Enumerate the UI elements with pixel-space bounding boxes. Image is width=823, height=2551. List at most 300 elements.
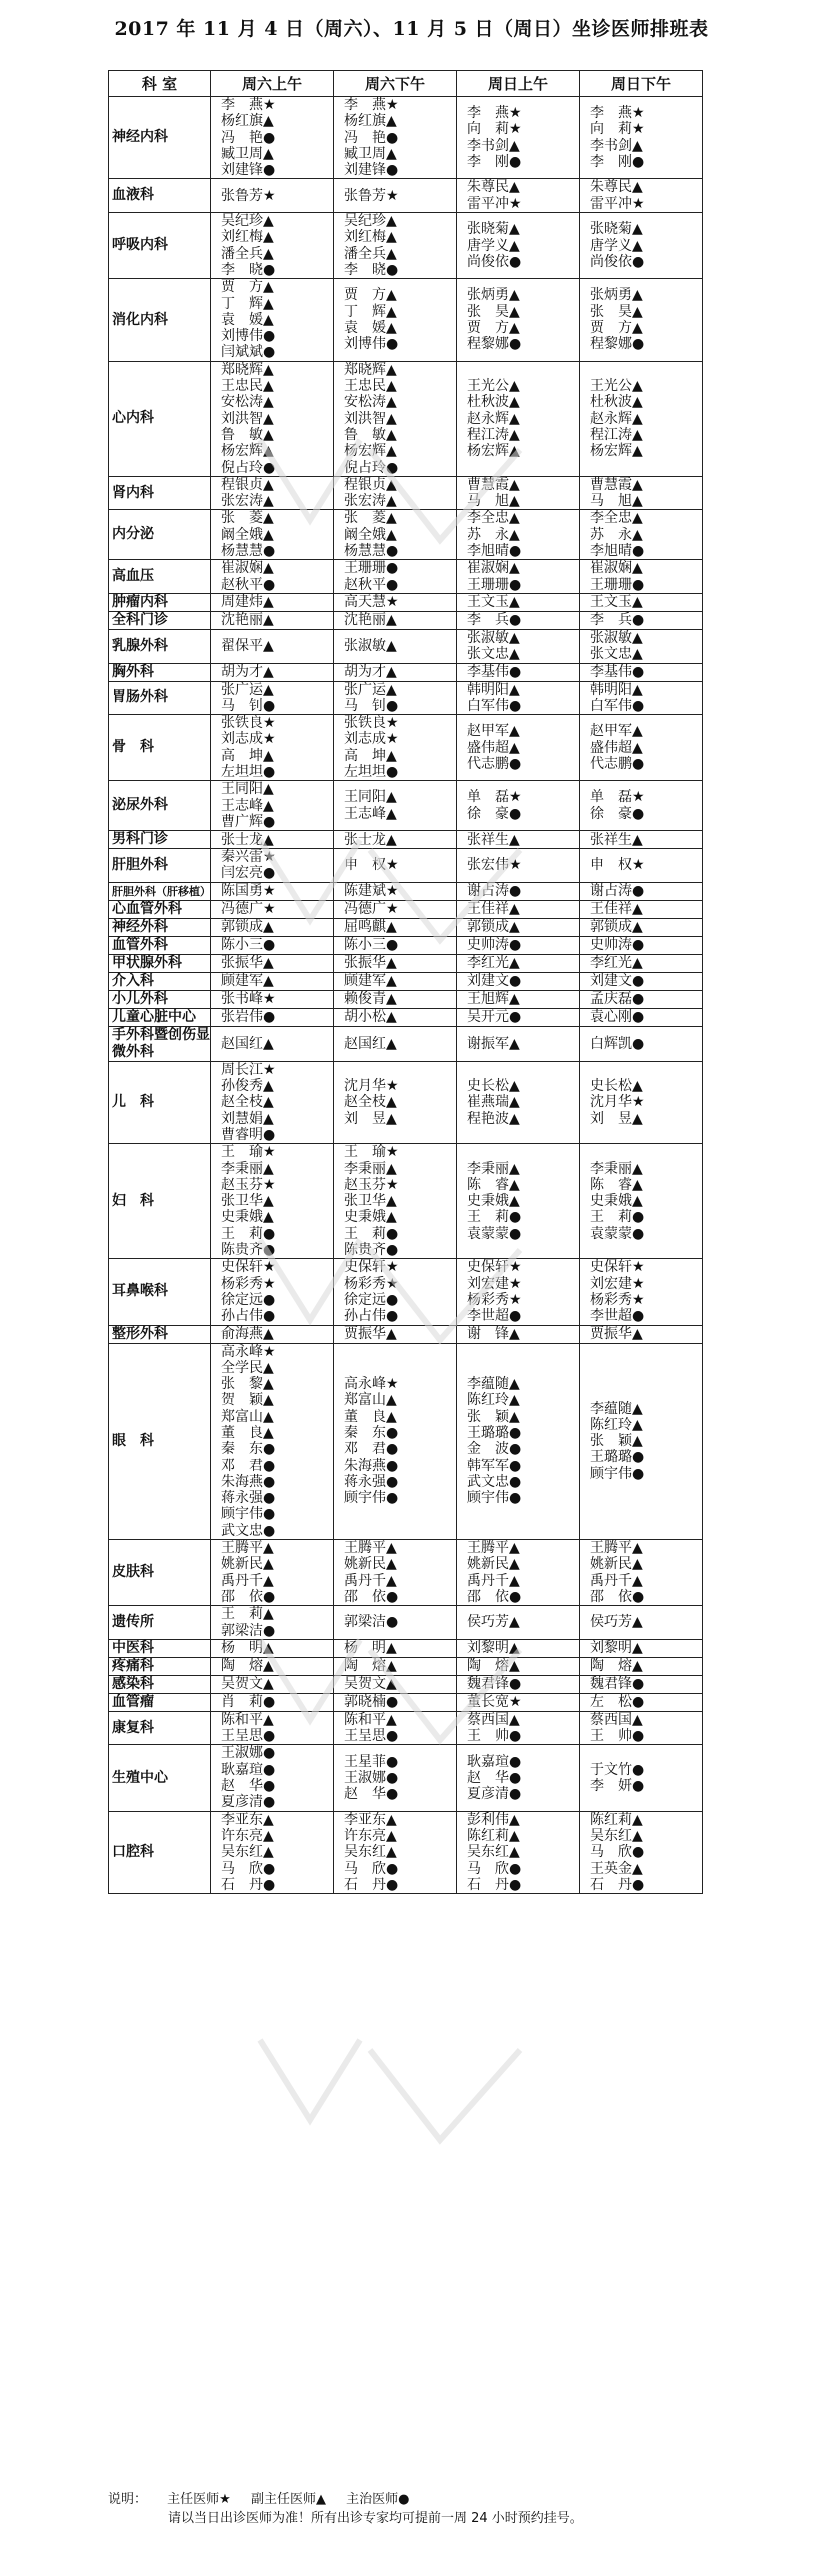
- department-name: 血液科: [109, 179, 211, 213]
- doctor-entry: 张炳勇▲: [467, 287, 520, 304]
- doctor-entry: 邵 依●: [467, 1588, 522, 1605]
- doctor-entry: 李蕴随▲: [467, 1376, 520, 1393]
- department-name: 肝胆外科（肝移植）: [109, 882, 211, 900]
- doctor-entry: 刘博伟●: [221, 328, 276, 345]
- doctor-entry: 史保轩★: [467, 1259, 522, 1276]
- doctor-entry: 郭梁洁●: [344, 1614, 399, 1631]
- doctor-entry: 赵甲军▲: [467, 723, 520, 740]
- schedule-row: [109, 936, 703, 954]
- doctor-entry: 史保轩★: [344, 1259, 399, 1276]
- doctor-entry: 秦 东●: [344, 1425, 399, 1441]
- doctor-entry: 张铁良★: [221, 715, 276, 732]
- schedule-row: [109, 1693, 703, 1711]
- doctor-entry: 刘建锋●: [221, 162, 276, 179]
- slot-sat-am: [211, 629, 334, 663]
- schedule-row: [109, 1325, 703, 1343]
- slot-sat-pm: [334, 1811, 457, 1893]
- doctor-entry: 许东亮▲: [344, 1827, 397, 1844]
- slot-sat-pm: [334, 936, 457, 954]
- doctor-entry: 李 燕★: [221, 97, 276, 113]
- slot-sat-pm: [334, 510, 457, 560]
- doctor-entry: 谢振军▲: [467, 1035, 520, 1052]
- slot-sat-pm: [334, 361, 457, 476]
- doctor-entry: 徐 豪●: [467, 805, 522, 822]
- slot-sun-am: [457, 831, 580, 849]
- doctor-entry: 邓 君●: [221, 1457, 276, 1474]
- doctor-entry: 张炳勇▲: [590, 287, 643, 304]
- schedule-row: [109, 781, 703, 831]
- doctor-entry: 王 莉●: [344, 1225, 399, 1242]
- doctor-entry: 陈红玲▲: [590, 1416, 643, 1433]
- doctor-entry: 谢占涛●: [590, 883, 645, 900]
- schedule-row: [109, 476, 703, 510]
- doctor-entry: 王 莉●: [467, 1209, 522, 1226]
- doctor-entry: 郭锁成▲: [221, 919, 274, 936]
- slot-sun-pm: [580, 629, 703, 663]
- department-name: 中医科: [109, 1639, 211, 1657]
- doctor-entry: 石 丹●: [590, 1876, 645, 1893]
- doctor-entry: 张广运▲: [344, 681, 397, 698]
- slot-sat-am: [211, 1008, 334, 1026]
- doctor-entry: 韩明阳▲: [467, 681, 520, 698]
- doctor-entry: 王 帅●: [467, 1728, 522, 1745]
- department-name: 内分泌: [109, 510, 211, 560]
- department-name: 胃肠外科: [109, 681, 211, 715]
- slot-sat-am: [211, 510, 334, 560]
- doctor-entry: 李秉丽▲: [467, 1160, 520, 1177]
- schedule-row: [109, 179, 703, 213]
- slot-sun-pm: [580, 1540, 703, 1606]
- doctor-entry: 杨宏辉▲: [467, 443, 520, 460]
- slot-sat-pm: [334, 1711, 457, 1745]
- department-name: 消化内科: [109, 279, 211, 361]
- doctor-entry: 贾 方▲: [590, 320, 643, 336]
- schedule-row: [109, 510, 703, 560]
- doctor-entry: 刘志成★: [344, 731, 399, 748]
- doctor-entry: 崔淑娴▲: [590, 560, 643, 577]
- slot-sat-pm: [334, 1008, 457, 1026]
- doctor-entry: 耿嘉瑄●: [221, 1761, 276, 1778]
- slot-sat-am: [211, 476, 334, 510]
- doctor-entry: 杜秋波▲: [467, 394, 520, 411]
- slot-sun-am: [457, 510, 580, 560]
- slot-sun-pm: [580, 781, 703, 831]
- doctor-entry: 刘志成★: [221, 731, 276, 748]
- doctor-entry: 张淑敏▲: [467, 629, 520, 646]
- doctor-entry: 马 欣●: [590, 1844, 645, 1861]
- doctor-entry: 马 欣●: [467, 1860, 522, 1877]
- doctor-entry: 李亚东▲: [221, 1811, 274, 1828]
- doctor-entry: 陈和平▲: [344, 1711, 397, 1728]
- schedule-row: [109, 1343, 703, 1540]
- slot-sun-am: [457, 1144, 580, 1259]
- doctor-entry: 吴东红▲: [467, 1844, 520, 1861]
- doctor-entry: 张 菱▲: [344, 510, 397, 527]
- doctor-entry: 高 坤▲: [221, 747, 274, 764]
- legend-chief: 主任医师★: [167, 2492, 231, 2507]
- slot-sat-pm: [334, 849, 457, 883]
- doctor-entry: 马 旭▲: [590, 493, 643, 510]
- doctor-entry: 赵 华●: [467, 1769, 522, 1786]
- doctor-entry: 陈和平▲: [221, 1711, 274, 1728]
- doctor-entry: 左坦坦●: [344, 763, 399, 780]
- doctor-entry: 白辉凯●: [590, 1035, 645, 1052]
- slot-sat-am: [211, 1144, 334, 1259]
- doctor-entry: 史帅涛●: [590, 937, 645, 954]
- doctor-entry: 李 刚●: [590, 154, 645, 171]
- doctor-entry: 彭利伟▲: [467, 1811, 520, 1828]
- doctor-entry: 顾宇伟●: [344, 1490, 399, 1507]
- doctor-entry: 韩明阳▲: [590, 681, 643, 698]
- slot-sun-pm: [580, 510, 703, 560]
- doctor-entry: 李基伟●: [590, 663, 645, 680]
- doctor-entry: 史保轩★: [221, 1259, 276, 1276]
- doctor-entry: 张淑敏▲: [344, 638, 397, 655]
- slot-sat-am: [211, 918, 334, 936]
- doctor-entry: 安松涛▲: [221, 394, 274, 411]
- doctor-entry: 全学民▲: [221, 1359, 274, 1376]
- slot-sat-pm: [334, 1540, 457, 1606]
- slot-sun-pm: [580, 1693, 703, 1711]
- doctor-entry: 尚俊依●: [590, 253, 645, 270]
- schedule-row: [109, 593, 703, 611]
- slot-sun-pm: [580, 361, 703, 476]
- doctor-entry: 朱海燕●: [344, 1457, 399, 1474]
- doctor-entry: 向 莉★: [467, 121, 522, 138]
- doctor-entry: 李书剑▲: [467, 137, 520, 154]
- doctor-entry: 秦兴雷★: [221, 849, 276, 866]
- doctor-entry: 臧卫周▲: [221, 145, 274, 162]
- slot-sat-am: [211, 1675, 334, 1693]
- doctor-entry: 李蕴随▲: [590, 1400, 643, 1417]
- doctor-entry: 安松涛▲: [344, 394, 397, 411]
- page-title: 2017 年 11 月 4 日（周六）、11 月 5 日（周日）坐诊医师排班表: [114, 18, 709, 40]
- department-name: 疼痛科: [109, 1657, 211, 1675]
- doctor-entry: 刘建锋●: [344, 162, 399, 179]
- doctor-entry: 朱尊民▲: [590, 179, 643, 196]
- department-name: 神经外科: [109, 918, 211, 936]
- schedule-row: [109, 831, 703, 849]
- slot-sun-pm: [580, 918, 703, 936]
- slot-sun-am: [457, 1325, 580, 1343]
- slot-sat-pm: [334, 918, 457, 936]
- schedule-row: [109, 1639, 703, 1657]
- doctor-entry: 贺 颖▲: [221, 1392, 274, 1409]
- schedule-row: [109, 611, 703, 629]
- doctor-entry: 耿嘉瑄●: [467, 1753, 522, 1770]
- slot-sun-am: [457, 593, 580, 611]
- doctor-entry: 李基伟●: [467, 663, 522, 680]
- doctor-entry: 夏彦清●: [221, 1794, 276, 1811]
- doctor-entry: 朱海燕●: [221, 1473, 276, 1490]
- doctor-entry: 周长江★: [221, 1061, 276, 1078]
- doctor-entry: 李旭晴●: [467, 543, 522, 560]
- department-name: 耳鼻喉科: [109, 1259, 211, 1325]
- doctor-entry: 杨红旗▲: [221, 113, 274, 130]
- doctor-entry: 程黎娜●: [467, 336, 522, 353]
- slot-sat-pm: [334, 1657, 457, 1675]
- slot-sun-pm: [580, 1639, 703, 1657]
- slot-sat-am: [211, 849, 334, 883]
- slot-sat-pm: [334, 611, 457, 629]
- doctor-entry: 马 欣●: [344, 1860, 399, 1877]
- schedule-row: [109, 1675, 703, 1693]
- slot-sun-am: [457, 1745, 580, 1811]
- slot-sun-pm: [580, 1325, 703, 1343]
- doctor-entry: 吴贺文▲: [221, 1676, 274, 1693]
- slot-sat-pm: [334, 882, 457, 900]
- doctor-entry: 金 波●: [467, 1441, 522, 1458]
- doctor-entry: 胡为才▲: [344, 663, 397, 680]
- slot-sun-am: [457, 681, 580, 715]
- doctor-entry: 陈小三●: [344, 937, 399, 954]
- doctor-entry: 陶 熔▲: [221, 1658, 274, 1675]
- doctor-entry: 吴开元●: [467, 1009, 522, 1026]
- slot-sat-am: [211, 97, 334, 179]
- header-row: [109, 71, 703, 97]
- doctor-entry: 陈 睿▲: [590, 1176, 643, 1193]
- slot-sat-am: [211, 781, 334, 831]
- schedule-row: [109, 849, 703, 883]
- doctor-entry: 程银贞▲: [344, 476, 397, 493]
- doctor-entry: 赵甲军▲: [590, 723, 643, 740]
- slot-sat-am: [211, 1639, 334, 1657]
- doctor-entry: 李 燕★: [344, 97, 399, 113]
- header-sat-pm: 周六下午: [334, 71, 457, 97]
- slot-sat-pm: [334, 972, 457, 990]
- department-name: 眼 科: [109, 1343, 211, 1540]
- doctor-entry: 鲁 敏▲: [344, 426, 397, 443]
- doctor-entry: 王 莉▲: [221, 1606, 274, 1623]
- slot-sat-am: [211, 882, 334, 900]
- slot-sat-pm: [334, 900, 457, 918]
- footer: [108, 2490, 748, 2528]
- doctor-entry: 张鲁芳★: [221, 187, 276, 204]
- doctor-entry: 于文竹●: [590, 1761, 645, 1778]
- doctor-entry: 王珊珊●: [590, 576, 645, 593]
- doctor-entry: 刘洪智▲: [221, 410, 274, 427]
- department-name: 神经内科: [109, 97, 211, 179]
- doctor-entry: 蒋永强●: [344, 1473, 399, 1490]
- slot-sat-am: [211, 611, 334, 629]
- schedule-row: [109, 900, 703, 918]
- doctor-entry: 石 丹●: [344, 1876, 399, 1893]
- doctor-entry: 王珊珊●: [467, 576, 522, 593]
- slot-sat-pm: [334, 1325, 457, 1343]
- doctor-entry: 杨 明▲: [344, 1640, 397, 1657]
- doctor-entry: 许东亮▲: [221, 1827, 274, 1844]
- slot-sat-am: [211, 179, 334, 213]
- slot-sun-am: [457, 1061, 580, 1143]
- slot-sun-pm: [580, 882, 703, 900]
- slot-sat-pm: [334, 1026, 457, 1061]
- doctor-entry: 曹睿明●: [221, 1126, 276, 1143]
- department-name: 生殖中心: [109, 1745, 211, 1811]
- slot-sat-am: [211, 593, 334, 611]
- slot-sun-pm: [580, 900, 703, 918]
- doctor-entry: 杨慧慧●: [221, 543, 276, 560]
- slot-sat-am: [211, 1061, 334, 1143]
- doctor-entry: 王文玉▲: [590, 594, 643, 611]
- doctor-entry: 夏彦清●: [467, 1786, 522, 1803]
- doctor-entry: 张 颖▲: [467, 1408, 520, 1425]
- slot-sun-pm: [580, 476, 703, 510]
- doctor-entry: 郭晓楠●: [344, 1694, 399, 1711]
- slot-sat-am: [211, 831, 334, 849]
- doctor-entry: 阚全娥▲: [221, 526, 274, 543]
- doctor-entry: 尚俊依●: [467, 253, 522, 270]
- header-sun-pm: 周日下午: [580, 71, 703, 97]
- doctor-entry: 张祥生▲: [467, 831, 520, 848]
- doctor-entry: 陈建斌★: [344, 883, 399, 900]
- doctor-entry: 潘全兵▲: [344, 245, 397, 262]
- department-name: 甲状腺外科: [109, 954, 211, 972]
- doctor-entry: 刘博伟●: [344, 336, 399, 353]
- doctor-entry: 王光公▲: [590, 378, 643, 395]
- doctor-entry: 马 欣●: [221, 1860, 276, 1877]
- department-name: 康复科: [109, 1711, 211, 1745]
- doctor-entry: 丁 辉▲: [344, 303, 397, 320]
- doctor-entry: 袁 媛▲: [344, 320, 397, 336]
- department-name: 胸外科: [109, 663, 211, 681]
- schedule-row: [109, 97, 703, 179]
- slot-sun-am: [457, 663, 580, 681]
- doctor-entry: 雷平冲★: [590, 195, 645, 212]
- doctor-entry: 沈月华★: [344, 1078, 399, 1095]
- slot-sun-pm: [580, 1606, 703, 1640]
- slot-sun-am: [457, 97, 580, 179]
- slot-sat-pm: [334, 1606, 457, 1640]
- doctor-entry: 刘宏建★: [467, 1275, 522, 1292]
- doctor-entry: 马 钊●: [221, 697, 276, 714]
- schedule-row: [109, 972, 703, 990]
- slot-sun-pm: [580, 1711, 703, 1745]
- department-name: 血管瘤: [109, 1693, 211, 1711]
- doctor-entry: 邵 依●: [344, 1588, 399, 1605]
- slot-sun-am: [457, 279, 580, 361]
- doctor-entry: 陈贵齐●: [221, 1242, 276, 1259]
- doctor-entry: 韩军军●: [467, 1457, 522, 1474]
- doctor-entry: 顾建军▲: [221, 973, 274, 990]
- doctor-entry: 魏君锋●: [467, 1676, 522, 1693]
- doctor-entry: 赵秋平●: [344, 576, 399, 593]
- slot-sat-pm: [334, 1343, 457, 1540]
- doctor-entry: 刘黎明▲: [590, 1640, 643, 1657]
- schedule-row: [109, 1745, 703, 1811]
- doctor-entry: 丁 辉▲: [221, 295, 274, 312]
- doctor-entry: 李书剑▲: [590, 137, 643, 154]
- doctor-entry: 王 瑜★: [344, 1144, 399, 1161]
- slot-sat-pm: [334, 1745, 457, 1811]
- doctor-entry: 张宏涛▲: [221, 493, 274, 510]
- slot-sat-am: [211, 663, 334, 681]
- slot-sun-am: [457, 1259, 580, 1325]
- doctor-entry: 向 莉★: [590, 121, 645, 138]
- doctor-entry: 曹广辉●: [221, 813, 276, 830]
- slot-sun-am: [457, 1343, 580, 1540]
- doctor-entry: 史长松▲: [590, 1078, 643, 1095]
- doctor-entry: 郑晓辉▲: [221, 361, 274, 378]
- doctor-entry: 孙占伟●: [344, 1308, 399, 1325]
- department-name: 手外科暨创伤显微外科: [109, 1026, 211, 1061]
- slot-sat-am: [211, 213, 334, 279]
- slot-sat-pm: [334, 476, 457, 510]
- slot-sun-pm: [580, 681, 703, 715]
- doctor-entry: 贾振华▲: [344, 1325, 397, 1342]
- department-name: 肝胆外科: [109, 849, 211, 883]
- slot-sun-pm: [580, 663, 703, 681]
- doctor-entry: 俞海燕▲: [221, 1325, 274, 1342]
- doctor-entry: 杨宏辉▲: [590, 443, 643, 460]
- doctor-entry: 李世超●: [590, 1308, 645, 1325]
- doctor-entry: 张 颖▲: [590, 1433, 643, 1450]
- doctor-entry: 曹慧霞▲: [467, 476, 520, 493]
- slot-sun-pm: [580, 560, 703, 594]
- schedule-row: [109, 1606, 703, 1640]
- doctor-entry: 崔淑娴▲: [221, 560, 274, 577]
- doctor-entry: 刘红梅▲: [221, 229, 274, 246]
- schedule-row: [109, 663, 703, 681]
- doctor-entry: 孙俊秀▲: [221, 1078, 274, 1095]
- doctor-entry: 赵玉芬★: [344, 1176, 399, 1193]
- doctor-entry: 刘建文●: [467, 973, 522, 990]
- doctor-entry: 盛伟超▲: [590, 739, 643, 756]
- doctor-entry: 申 权★: [344, 857, 399, 874]
- doctor-entry: 张文忠▲: [467, 646, 520, 663]
- doctor-entry: 高永峰★: [221, 1343, 276, 1360]
- slot-sat-pm: [334, 990, 457, 1008]
- department-name: 全科门诊: [109, 611, 211, 629]
- doctor-entry: 史秉娥▲: [467, 1193, 520, 1210]
- doctor-entry: 李亚东▲: [344, 1811, 397, 1828]
- doctor-entry: 曹慧霞▲: [590, 476, 643, 493]
- doctor-entry: 冯德广★: [344, 901, 399, 918]
- slot-sat-pm: [334, 1259, 457, 1325]
- doctor-entry: 孙占伟●: [221, 1308, 276, 1325]
- doctor-entry: 赵全枝▲: [221, 1094, 274, 1111]
- doctor-entry: 王志峰▲: [221, 797, 274, 814]
- slot-sun-am: [457, 560, 580, 594]
- doctor-entry: 姚新民▲: [467, 1556, 520, 1573]
- doctor-entry: 单 磊★: [467, 789, 522, 806]
- doctor-entry: 张铁良★: [344, 715, 399, 732]
- slot-sun-pm: [580, 97, 703, 179]
- slot-sat-pm: [334, 179, 457, 213]
- slot-sun-am: [457, 918, 580, 936]
- doctor-entry: 袁 媛▲: [221, 311, 274, 328]
- doctor-entry: 程银贞▲: [221, 476, 274, 493]
- slot-sat-am: [211, 560, 334, 594]
- slot-sun-am: [457, 715, 580, 781]
- doctor-entry: 张 昊▲: [467, 303, 520, 320]
- doctor-entry: 史秉娥▲: [221, 1209, 274, 1226]
- slot-sat-pm: [334, 781, 457, 831]
- department-name: 口腔科: [109, 1811, 211, 1893]
- doctor-entry: 姚新民▲: [590, 1556, 643, 1573]
- doctor-entry: 张 昊▲: [590, 303, 643, 320]
- doctor-entry: 赵永辉▲: [467, 410, 520, 427]
- doctor-entry: 李旭晴●: [590, 543, 645, 560]
- slot-sat-pm: [334, 593, 457, 611]
- doctor-entry: 陈红莉▲: [467, 1827, 520, 1844]
- schedule-row: [109, 1811, 703, 1893]
- doctor-entry: 张广运▲: [221, 681, 274, 698]
- doctor-entry: 屈鸣麒▲: [344, 919, 397, 936]
- slot-sat-am: [211, 900, 334, 918]
- doctor-entry: 顾建军▲: [344, 973, 397, 990]
- doctor-entry: 张卫华▲: [221, 1193, 274, 1210]
- doctor-entry: 石 丹●: [221, 1876, 276, 1893]
